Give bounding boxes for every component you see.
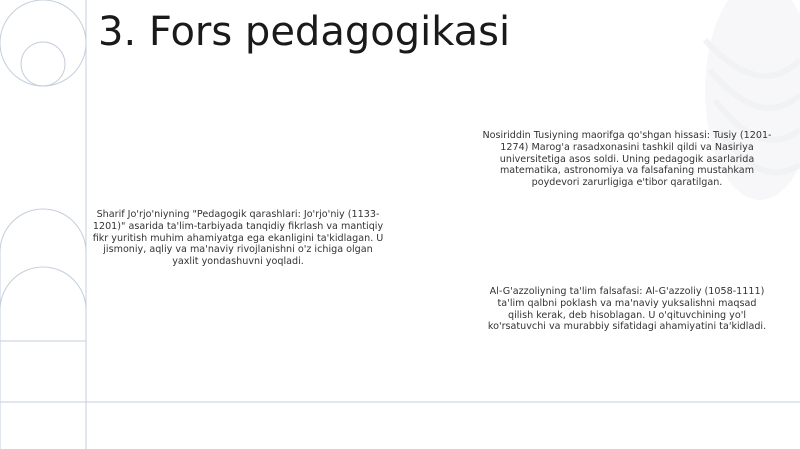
top-small-circle (21, 42, 65, 86)
slide-title: 3. Fors pedagogikasi (98, 9, 511, 55)
text-block-tusiy: Nosiriddin Tusiyning maorifga qo'shgan hissasi: Tusiy (1201-1274) Marog'a rasadxonasini tashkil qildi va Nasiriya universitetiga asos soldi. Uning pedagogik asarlarida matematika, astronomiya va falsafaning mustahkam poydevori zarurligiga e'tibor qaratilgan. (482, 130, 772, 189)
text-block-gazzoliy: Al-G'azzoliyning ta'lim falsafasi: Al-G'azzoliy (1058-1111) ta'lim qalbni poklash va ma'naviy yuksalishni maqsad qilish kerak, deb hisoblagan. U o'qituvchining yo'l ko'rsatuvchi va murabbiy sifatidagi ahamiyatini ta'kidladi. (487, 286, 767, 333)
middle-arch-outer (0, 209, 86, 449)
middle-arch-inner (0, 267, 86, 310)
text-block-jorjoniy: Sharif Jo'rjo'niyning "Pedagogik qarashlari: Jo'rjo'niy (1133-1201)" asarida ta'lim-tarbiyada tanqidiy fikrlash va mantiqiy fikr yuritish muhim ahamiyatga ega ekanligini ta'kidlagan. U jismoniy, aqliy va ma'naviy rivojlanishni o'z ichiga olgan yaxlit yondashuvni yoqladi. (92, 209, 384, 268)
top-large-circle (0, 0, 86, 86)
